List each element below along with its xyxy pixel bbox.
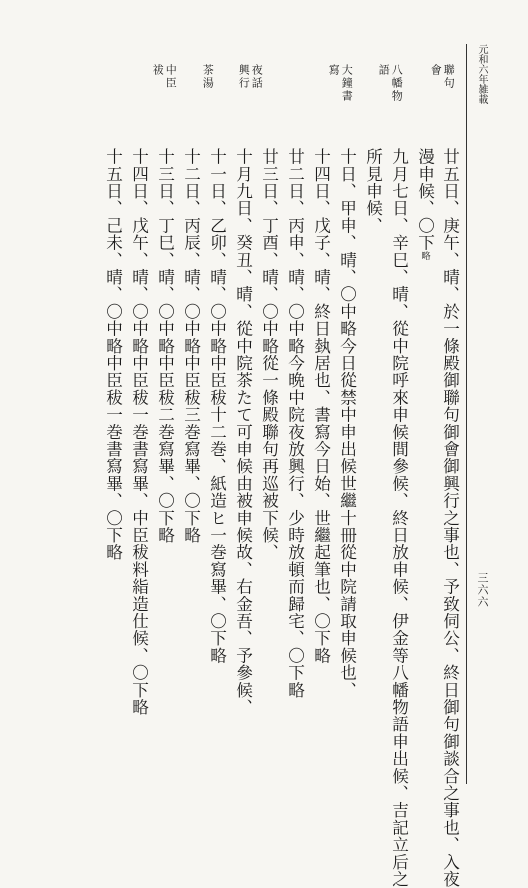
side-note-chanoyu: 茶湯 (201, 64, 215, 90)
line-2-note: 略 (419, 251, 430, 261)
side-note-chushin-line-2: 祓 (151, 64, 165, 77)
side-note-hachiman-line-2: 語 (377, 64, 391, 77)
side-note-renku-line-2: 會 (429, 64, 443, 77)
side-note-daizo-line-2: 寫 (327, 64, 341, 77)
line-4: 所見申候、 (363, 148, 383, 234)
side-note-yobanashi-line-2: 興行 (237, 64, 251, 90)
line-14: 十五日、己未、晴、〇中略中臣秡一巻書寫畢、〇下略 (103, 148, 123, 561)
side-note-daizo-line-1: 大鐘書 (340, 64, 354, 103)
line-7: 廿二日、丙申、晴、〇中略今晩中院夜放興行、少時放頓而歸宅、〇下略 (285, 148, 305, 699)
line-10: 十一日、乙卯、晴、〇中略中臣秡十二巻、紙造ヒ一巻寫畢、〇下略 (207, 148, 227, 664)
header-rule (466, 44, 467, 784)
running-head: 元和六年雑載 (476, 44, 487, 104)
line-11: 十二日、丙辰、晴、〇中略中臣秡三巻寫畢、〇下略 (181, 148, 201, 544)
line-6: 十四日、戊子、晴、終日埶居也、書寫今日始、世繼起筆也、〇下略 (311, 148, 331, 664)
line-3: 九月七日、辛巳、晴、從中院呼來申候間參候、終日放申候、伊金等八幡物語申出候、吉記立后之 (389, 148, 409, 888)
line-2: 漫申候、〇下略 (415, 148, 435, 261)
line-13: 十四日、戊午、晴、〇中略中臣秡一巻書寫畢、中臣秡料𥿻造仕候、〇下略 (129, 148, 149, 716)
line-12: 十三日、丁巳、晴、〇中略中臣秡二巻寫畢、〇下略 (155, 148, 175, 544)
side-note-hachiman-line-1: 八幡物 (390, 64, 404, 103)
line-5: 十日、甲申、晴、〇中略今日從禁中申出候世繼十冊從中院請取申候也、 (337, 148, 357, 699)
line-1: 廿五日、庚午、晴、於一條殿御聯句御會御興行之事也、予致伺公、終日御句御談合之事也、入夜 (440, 148, 460, 888)
line-8: 廿三日、丁酉、晴、〇中略從一條殿聯句再巡被下候、 (259, 148, 279, 561)
page-number: 三六六 (476, 572, 489, 608)
side-note-yobanashi-line-1: 夜話 (250, 64, 264, 90)
side-note-chushin-line-1: 中臣 (164, 64, 178, 90)
side-note-renku-line-1: 聯句 (442, 64, 456, 90)
line-9: 十月九日、癸丑、晴、從中院茶たて可申候由被申候故、右金吾、予參候、 (233, 148, 253, 716)
